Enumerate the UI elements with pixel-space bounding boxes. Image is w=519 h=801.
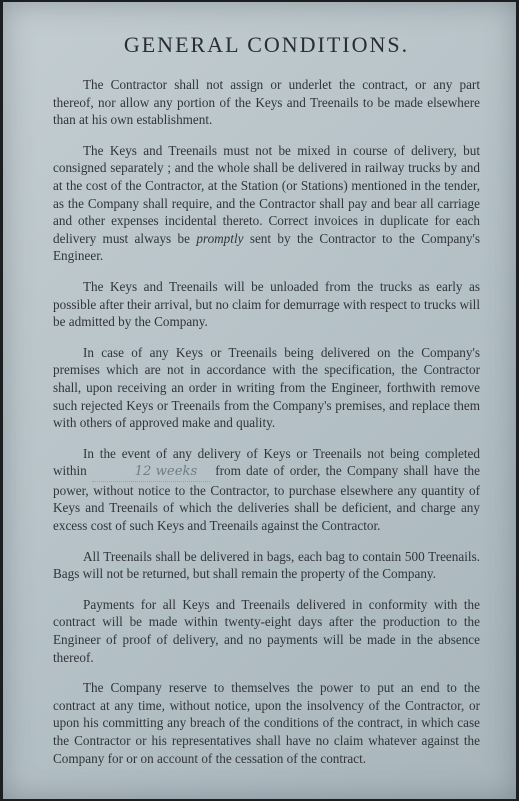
paragraph-delivery [53, 142, 480, 265]
paragraph-bags: All Treenails shall be delivered in bags, each bag to contain 500 Treenails. Bags will not be returned, but shall remain the property of the Company. [53, 548, 480, 582]
paragraph-late-delivery [53, 445, 480, 535]
paragraph-late-delivery-text-before: In the event of any delivery of Keys or Treenails not being completed within [53, 445, 480, 479]
page-title: GENERAL CONDITIONS. [123, 32, 410, 57]
paragraph-delivery-emphasis: promptly [196, 230, 244, 246]
paragraph-termination: The Company reserve to themselves the power to put an end to the contract at any time, without notice, upon the insolvency of the Contractor, or upon his committing any breach of the conditions of the contract, in which case the Contractor or his representatives shall have no claim whatever against the Company for or on account of the cessation of the contract. [53, 680, 480, 766]
document-page [3, 2, 516, 799]
paragraph-delivery-text-after: sent by the Contractor to the Company's Engineer. [53, 230, 480, 264]
handwritten-period: 12 weeks [92, 463, 210, 482]
paragraph-late-delivery-text-after: from date of order, the Company shall have the power, without notice to the Contractor, to purchase elsewhere any quantity of Keys and Treenails of which the deliveries shall be deficient, and charge any excess cost of such Keys and Treenails against the Contractor. [53, 463, 480, 534]
paragraph-rejection: In case of any Keys or Treenails being delivered on the Company's premises which are not in accordance with the specification, the Contractor shall, upon receiving an order in writing from the Engineer, forthwith remove such rejected Keys or Treenails from the Company's premises, and replace them with others of approved make and quality. [53, 344, 480, 431]
paragraph-assignment: The Contractor shall not assign or underlet the contract, or any part thereof, nor allow any portion of the Keys and Treenails to be made elsewhere than at his own establishment. [53, 77, 480, 128]
paragraph-delivery-text-before: The Keys and Treenails must not be mixed in course of delivery, but consigned separately ; and the whole shall be delivered in railway trucks by and at the cost of the Contractor, at the Station (or Stations) mentioned in the tender, as the Company shall require, and the Contractor shall pay and bear all carriage and other expenses incidental thereto. Correct invoices in duplicate for each delivery must always be [53, 142, 480, 246]
paragraph-unloading: The Keys and Treenails will be unloaded from the trucks as early as possible after their arrival, but no claim for demurrage with respect to trucks will be admitted by the Company. [53, 278, 480, 330]
paragraph-payments: Payments for all Keys and Treenails delivered in conformity with the contract will be made within twenty-eight days after the production to the Engineer of proof of delivery, and no payments will be made in the absence thereof. [53, 596, 480, 665]
